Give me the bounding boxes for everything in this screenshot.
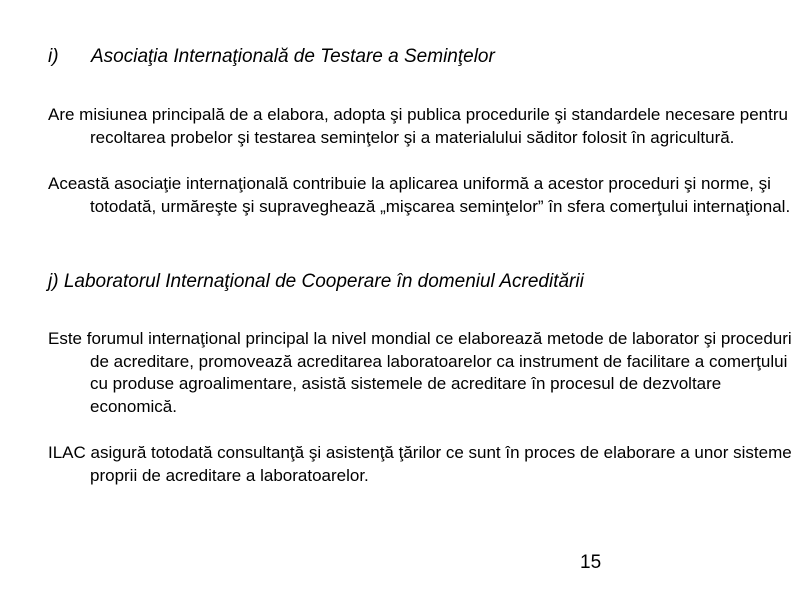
section-i-marker: i) <box>48 46 59 67</box>
section-i-paragraph-1: Are misiunea principală de a elabora, adopta şi publica procedurile şi standardele necesare pentru recoltarea probelor şi testarea seminţelor şi a materialului săditor folosit în agricultură. <box>48 105 788 147</box>
section-i-title: Asociaţia Internaţională de Testare a Seminţelor <box>91 46 495 67</box>
section-j-paragraph-1: Este forumul internaţional principal la nivel mondial ce elaborează metode de laborator şi proceduri de acreditare, promovează acreditarea laboratoarelor ca instrument de facilitare a comerţului cu produse agroalimentare, asistă sistemele de acreditare în procesul de dezvoltare economică. <box>48 329 792 416</box>
page-number: 15 <box>580 552 602 573</box>
section-i-paragraph-2: Această asociaţie internaţională contribuie la aplicarea uniformă a acestor proceduri şi norme, şi totodată, urmăreşte şi supraveghează „mişcarea seminţelor” în sfera comerţului internaţional. <box>48 174 791 216</box>
section-j-paragraph-2: ILAC asigură totodată consultanţă şi asistenţă ţărilor ce sunt în proces de elaborare a unor sisteme proprii de acreditare a laboratoarelor. <box>48 443 792 485</box>
section-j-heading: j) Laboratorul Internaţional de Cooperare în domeniul Acreditării <box>48 271 584 292</box>
